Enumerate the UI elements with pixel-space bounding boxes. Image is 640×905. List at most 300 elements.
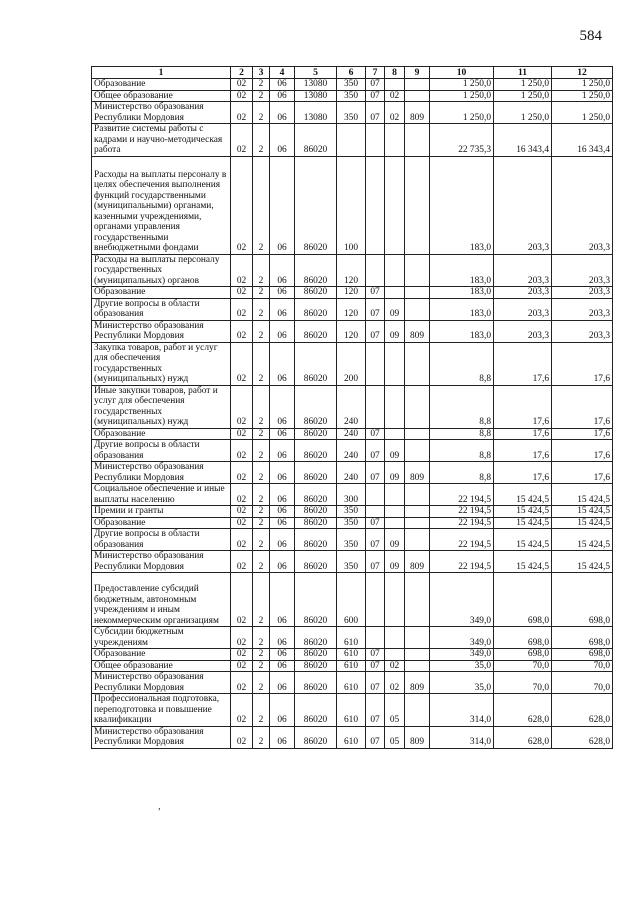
cell-col-11: 628,0: [494, 694, 552, 727]
cell-col-2: 02: [231, 462, 253, 484]
cell-col-8: 02: [385, 90, 405, 102]
cell-col-2: 02: [231, 320, 253, 342]
cell-col-10: 314,0: [430, 694, 494, 727]
cell-col-3: 2: [253, 298, 270, 320]
cell-col-6: 350: [337, 90, 366, 102]
cell-col-2: 02: [231, 428, 253, 440]
cell-col-6: 350: [337, 517, 366, 529]
cell-col-4: 06: [270, 320, 295, 342]
cell-col-3: 2: [253, 649, 270, 661]
table-row: [92, 342, 613, 385]
cell-col-12: 17,6: [552, 385, 613, 428]
cell-col-12: 628,0: [552, 726, 613, 748]
cell-col-5: 86020: [295, 529, 337, 551]
row-name-cell: Министерство образования Республики Мордовия: [92, 102, 231, 124]
cell-col-2: 02: [231, 573, 253, 627]
cell-col-9: [405, 287, 430, 299]
row-name-cell: Общее образование: [92, 90, 231, 102]
cell-col-9: [405, 649, 430, 661]
cell-col-5: 13080: [295, 90, 337, 102]
cell-col-10: 1 250,0: [430, 102, 494, 124]
cell-col-2: 02: [231, 102, 253, 124]
cell-col-6: 350: [337, 79, 366, 91]
cell-col-9: 809: [405, 672, 430, 694]
row-name-cell: Развитие системы работы с кадрами и научно-методическая работа: [92, 124, 231, 157]
cell-col-2: 02: [231, 124, 253, 157]
cell-col-12: 70,0: [552, 672, 613, 694]
cell-col-10: 8,8: [430, 385, 494, 428]
cell-col-12: 698,0: [552, 649, 613, 661]
cell-col-3: 2: [253, 124, 270, 157]
cell-col-4: 06: [270, 506, 295, 518]
cell-col-8: [385, 287, 405, 299]
cell-col-5: 86020: [295, 672, 337, 694]
row-name-cell: Общее образование: [92, 660, 231, 672]
cell-col-9: [405, 124, 430, 157]
cell-col-6: 610: [337, 694, 366, 727]
cell-col-3: 2: [253, 627, 270, 649]
table-body: [92, 79, 613, 749]
table-row: [92, 385, 613, 428]
cell-col-12: 15 424,5: [552, 551, 613, 573]
cell-col-8: [385, 517, 405, 529]
cell-col-4: 06: [270, 694, 295, 727]
cell-col-7: 07: [366, 428, 385, 440]
row-name-cell: Закупка товаров, работ и услуг для обеспечения государственных (муниципальных) нужд: [92, 342, 231, 385]
cell-col-10: 349,0: [430, 573, 494, 627]
cell-col-2: 02: [231, 484, 253, 506]
cell-col-4: 06: [270, 385, 295, 428]
row-name-cell: Расходы на выплаты персоналу в целях обеспечения выполнения функций государственными (муниципальными) органами, казенными учреждениями, органами управления государственными внебюджетными фондами: [92, 156, 231, 254]
cell-col-6: 120: [337, 287, 366, 299]
cell-col-9: [405, 342, 430, 385]
table-row: [92, 551, 613, 573]
cell-col-9: 809: [405, 726, 430, 748]
cell-col-10: 22 194,5: [430, 484, 494, 506]
cell-col-5: 86020: [295, 298, 337, 320]
row-name-cell: Премии и гранты: [92, 506, 231, 518]
cell-col-12: 17,6: [552, 428, 613, 440]
cell-col-2: 02: [231, 694, 253, 727]
cell-col-3: 2: [253, 342, 270, 385]
cell-col-7: [366, 156, 385, 254]
row-name-cell: Образование: [92, 428, 231, 440]
cell-col-3: 2: [253, 726, 270, 748]
cell-col-3: 2: [253, 484, 270, 506]
cell-col-7: 07: [366, 102, 385, 124]
cell-col-5: 86020: [295, 627, 337, 649]
cell-col-11: 17,6: [494, 440, 552, 462]
cell-col-4: 06: [270, 573, 295, 627]
cell-col-2: 02: [231, 726, 253, 748]
cell-col-5: 13080: [295, 102, 337, 124]
cell-col-4: 06: [270, 342, 295, 385]
cell-col-6: 350: [337, 506, 366, 518]
cell-col-5: 86020: [295, 156, 337, 254]
cell-col-6: 610: [337, 672, 366, 694]
cell-col-7: 07: [366, 649, 385, 661]
cell-col-3: 2: [253, 320, 270, 342]
cell-col-5: 86020: [295, 517, 337, 529]
table-row: [92, 506, 613, 518]
cell-col-11: 70,0: [494, 672, 552, 694]
row-name-cell: Образование: [92, 79, 231, 91]
cell-col-10: 349,0: [430, 627, 494, 649]
cell-col-7: 07: [366, 517, 385, 529]
cell-col-8: 02: [385, 102, 405, 124]
cell-col-4: 06: [270, 529, 295, 551]
cell-col-8: [385, 124, 405, 157]
row-name-cell: Профессиональная подготовка, переподготовка и повышение квалификации: [92, 694, 231, 727]
cell-col-9: [405, 428, 430, 440]
cell-col-12: 1 250,0: [552, 79, 613, 91]
cell-col-9: [405, 506, 430, 518]
cell-col-4: 06: [270, 440, 295, 462]
cell-col-5: 86020: [295, 649, 337, 661]
cell-col-10: 1 250,0: [430, 79, 494, 91]
column-header-2: 2: [231, 67, 253, 79]
row-name-cell: Другие вопросы в области образования: [92, 298, 231, 320]
row-name-cell: Другие вопросы в области образования: [92, 529, 231, 551]
cell-col-3: 2: [253, 156, 270, 254]
cell-col-6: 120: [337, 298, 366, 320]
column-header-4: 4: [270, 67, 295, 79]
row-name-cell: Расходы на выплаты персоналу государственных (муниципальных) органов: [92, 254, 231, 287]
column-header-8: 8: [385, 67, 405, 79]
cell-col-10: 22 194,5: [430, 551, 494, 573]
cell-col-11: 628,0: [494, 726, 552, 748]
cell-col-9: [405, 694, 430, 727]
cell-col-4: 06: [270, 649, 295, 661]
row-name-cell: Министерство образования Республики Мордовия: [92, 551, 231, 573]
cell-col-2: 02: [231, 79, 253, 91]
cell-col-9: [405, 440, 430, 462]
cell-col-10: 35,0: [430, 660, 494, 672]
cell-col-7: 07: [366, 529, 385, 551]
cell-col-4: 06: [270, 517, 295, 529]
cell-col-8: [385, 254, 405, 287]
cell-col-9: [405, 298, 430, 320]
cell-col-10: 183,0: [430, 320, 494, 342]
cell-col-2: 02: [231, 660, 253, 672]
cell-col-8: 09: [385, 298, 405, 320]
cell-col-3: 2: [253, 660, 270, 672]
cell-col-7: [366, 385, 385, 428]
table-row: [92, 627, 613, 649]
cell-col-10: 8,8: [430, 440, 494, 462]
column-header-11: 11: [494, 67, 552, 79]
cell-col-6: 240: [337, 385, 366, 428]
cell-col-2: 02: [231, 254, 253, 287]
cell-col-11: 203,3: [494, 254, 552, 287]
cell-col-6: 610: [337, 726, 366, 748]
cell-col-4: 06: [270, 124, 295, 157]
column-header-3: 3: [253, 67, 270, 79]
cell-col-10: 183,0: [430, 254, 494, 287]
cell-col-12: 203,3: [552, 287, 613, 299]
table-row: [92, 287, 613, 299]
cell-col-6: 350: [337, 551, 366, 573]
cell-col-8: 09: [385, 320, 405, 342]
cell-col-7: 07: [366, 726, 385, 748]
scan-mark: ,: [158, 800, 161, 812]
cell-col-9: [405, 660, 430, 672]
row-name-cell: Другие вопросы в области образования: [92, 440, 231, 462]
cell-col-5: 86020: [295, 506, 337, 518]
cell-col-2: 02: [231, 90, 253, 102]
cell-col-12: 203,3: [552, 320, 613, 342]
cell-col-12: 15 424,5: [552, 506, 613, 518]
cell-col-10: 183,0: [430, 156, 494, 254]
cell-col-8: 02: [385, 660, 405, 672]
table-row: [92, 79, 613, 91]
cell-col-2: 02: [231, 627, 253, 649]
cell-col-5: 86020: [295, 462, 337, 484]
cell-col-8: [385, 506, 405, 518]
table-row: [92, 529, 613, 551]
cell-col-7: 07: [366, 79, 385, 91]
cell-col-4: 06: [270, 79, 295, 91]
cell-col-3: 2: [253, 428, 270, 440]
cell-col-8: 09: [385, 462, 405, 484]
cell-col-2: 02: [231, 649, 253, 661]
cell-col-3: 2: [253, 551, 270, 573]
cell-col-4: 06: [270, 672, 295, 694]
cell-col-2: 02: [231, 298, 253, 320]
row-name-cell: Министерство образования Республики Мордовия: [92, 672, 231, 694]
cell-col-2: 02: [231, 385, 253, 428]
row-name-cell: Предоставление субсидий бюджетным, автономным учреждениям и иным некоммерческим организациям: [92, 573, 231, 627]
cell-col-4: 06: [270, 627, 295, 649]
table-row: [92, 484, 613, 506]
cell-col-6: 610: [337, 627, 366, 649]
cell-col-2: 02: [231, 529, 253, 551]
cell-col-11: 1 250,0: [494, 90, 552, 102]
cell-col-9: [405, 90, 430, 102]
cell-col-12: 16 343,4: [552, 124, 613, 157]
cell-col-6: 350: [337, 102, 366, 124]
cell-col-10: 349,0: [430, 649, 494, 661]
cell-col-12: 698,0: [552, 573, 613, 627]
cell-col-8: [385, 79, 405, 91]
cell-col-11: 698,0: [494, 627, 552, 649]
cell-col-11: 15 424,5: [494, 506, 552, 518]
cell-col-5: 86020: [295, 428, 337, 440]
cell-col-4: 06: [270, 102, 295, 124]
cell-col-8: 09: [385, 440, 405, 462]
cell-col-2: 02: [231, 287, 253, 299]
cell-col-6: 610: [337, 649, 366, 661]
cell-col-7: 07: [366, 90, 385, 102]
cell-col-11: 17,6: [494, 342, 552, 385]
cell-col-6: 350: [337, 529, 366, 551]
cell-col-4: 06: [270, 156, 295, 254]
cell-col-8: [385, 385, 405, 428]
cell-col-4: 06: [270, 287, 295, 299]
cell-col-5: 86020: [295, 287, 337, 299]
cell-col-3: 2: [253, 462, 270, 484]
row-name-cell: Образование: [92, 649, 231, 661]
cell-col-2: 02: [231, 506, 253, 518]
cell-col-5: 86020: [295, 124, 337, 157]
cell-col-9: [405, 529, 430, 551]
cell-col-2: 02: [231, 517, 253, 529]
cell-col-9: 809: [405, 551, 430, 573]
cell-col-12: 15 424,5: [552, 529, 613, 551]
table-row: [92, 124, 613, 157]
cell-col-7: 07: [366, 298, 385, 320]
cell-col-6: 200: [337, 342, 366, 385]
cell-col-9: [405, 573, 430, 627]
cell-col-11: 203,3: [494, 287, 552, 299]
cell-col-5: 86020: [295, 342, 337, 385]
cell-col-11: 203,3: [494, 298, 552, 320]
cell-col-7: 07: [366, 672, 385, 694]
cell-col-11: 698,0: [494, 649, 552, 661]
cell-col-4: 06: [270, 428, 295, 440]
cell-col-10: 22 194,5: [430, 506, 494, 518]
cell-col-3: 2: [253, 694, 270, 727]
cell-col-8: [385, 649, 405, 661]
cell-col-8: [385, 627, 405, 649]
cell-col-8: [385, 342, 405, 385]
cell-col-4: 06: [270, 462, 295, 484]
cell-col-5: 86020: [295, 694, 337, 727]
cell-col-11: 1 250,0: [494, 79, 552, 91]
table-row: [92, 440, 613, 462]
cell-col-9: [405, 79, 430, 91]
cell-col-5: 86020: [295, 385, 337, 428]
cell-col-6: 240: [337, 462, 366, 484]
cell-col-11: 70,0: [494, 660, 552, 672]
cell-col-12: 1 250,0: [552, 90, 613, 102]
cell-col-4: 06: [270, 551, 295, 573]
cell-col-11: 203,3: [494, 156, 552, 254]
cell-col-2: 02: [231, 342, 253, 385]
cell-col-5: 13080: [295, 79, 337, 91]
cell-col-10: 314,0: [430, 726, 494, 748]
cell-col-11: 15 424,5: [494, 517, 552, 529]
cell-col-5: 86020: [295, 440, 337, 462]
table-row: [92, 726, 613, 748]
cell-col-7: 07: [366, 551, 385, 573]
cell-col-12: 17,6: [552, 440, 613, 462]
row-name-cell: Субсидии бюджетным учреждениям: [92, 627, 231, 649]
cell-col-3: 2: [253, 254, 270, 287]
table-row: [92, 254, 613, 287]
cell-col-2: 02: [231, 440, 253, 462]
cell-col-10: 22 194,5: [430, 529, 494, 551]
table-row: [92, 573, 613, 627]
cell-col-3: 2: [253, 506, 270, 518]
table-row: [92, 517, 613, 529]
cell-col-12: 70,0: [552, 660, 613, 672]
cell-col-10: 183,0: [430, 287, 494, 299]
cell-col-11: 15 424,5: [494, 529, 552, 551]
cell-col-10: 22 735,3: [430, 124, 494, 157]
cell-col-10: 8,8: [430, 462, 494, 484]
cell-col-7: [366, 484, 385, 506]
column-header-9: 9: [405, 67, 430, 79]
cell-col-5: 86020: [295, 551, 337, 573]
cell-col-6: 240: [337, 428, 366, 440]
cell-col-5: 86020: [295, 254, 337, 287]
cell-col-11: 17,6: [494, 462, 552, 484]
table-row: [92, 462, 613, 484]
cell-col-4: 06: [270, 484, 295, 506]
cell-col-4: 06: [270, 298, 295, 320]
cell-col-7: [366, 124, 385, 157]
row-name-cell: Образование: [92, 287, 231, 299]
cell-col-9: 809: [405, 320, 430, 342]
cell-col-4: 06: [270, 660, 295, 672]
column-header-5: 5: [295, 67, 337, 79]
cell-col-7: [366, 506, 385, 518]
cell-col-3: 2: [253, 287, 270, 299]
cell-col-8: 05: [385, 726, 405, 748]
cell-col-6: [337, 124, 366, 157]
cell-col-8: 09: [385, 529, 405, 551]
column-header-12: 12: [552, 67, 613, 79]
cell-col-10: 22 194,5: [430, 517, 494, 529]
cell-col-12: 1 250,0: [552, 102, 613, 124]
cell-col-7: 07: [366, 660, 385, 672]
cell-col-3: 2: [253, 529, 270, 551]
page-number: 584: [579, 28, 602, 44]
cell-col-7: [366, 254, 385, 287]
cell-col-9: 809: [405, 462, 430, 484]
cell-col-11: 15 424,5: [494, 551, 552, 573]
cell-col-7: 07: [366, 440, 385, 462]
cell-col-3: 2: [253, 672, 270, 694]
cell-col-4: 06: [270, 254, 295, 287]
cell-col-3: 2: [253, 90, 270, 102]
cell-col-11: 698,0: [494, 573, 552, 627]
cell-col-5: 86020: [295, 320, 337, 342]
table-row: [92, 102, 613, 124]
cell-col-8: [385, 156, 405, 254]
cell-col-5: 86020: [295, 573, 337, 627]
cell-col-8: [385, 428, 405, 440]
row-name-cell: Иные закупки товаров, работ и услуг для обеспечения государственных (муниципальных) нужд: [92, 385, 231, 428]
cell-col-7: 07: [366, 320, 385, 342]
cell-col-12: 628,0: [552, 694, 613, 727]
cell-col-6: 300: [337, 484, 366, 506]
cell-col-5: 86020: [295, 726, 337, 748]
header-row: [92, 67, 613, 79]
row-name-cell: Социальное обеспечение и иные выплаты населению: [92, 484, 231, 506]
cell-col-4: 06: [270, 726, 295, 748]
cell-col-7: [366, 573, 385, 627]
table-row: [92, 428, 613, 440]
cell-col-9: 809: [405, 102, 430, 124]
cell-col-12: 698,0: [552, 627, 613, 649]
cell-col-9: [405, 254, 430, 287]
cell-col-2: 02: [231, 551, 253, 573]
column-header-7: 7: [366, 67, 385, 79]
cell-col-3: 2: [253, 385, 270, 428]
cell-col-2: 02: [231, 156, 253, 254]
row-name-cell: Министерство образования Республики Мордовия: [92, 726, 231, 748]
cell-col-11: 1 250,0: [494, 102, 552, 124]
cell-col-11: 15 424,5: [494, 484, 552, 506]
cell-col-6: 600: [337, 573, 366, 627]
cell-col-12: 203,3: [552, 254, 613, 287]
cell-col-12: 15 424,5: [552, 484, 613, 506]
table-row: [92, 298, 613, 320]
cell-col-4: 06: [270, 90, 295, 102]
table-row: [92, 156, 613, 254]
